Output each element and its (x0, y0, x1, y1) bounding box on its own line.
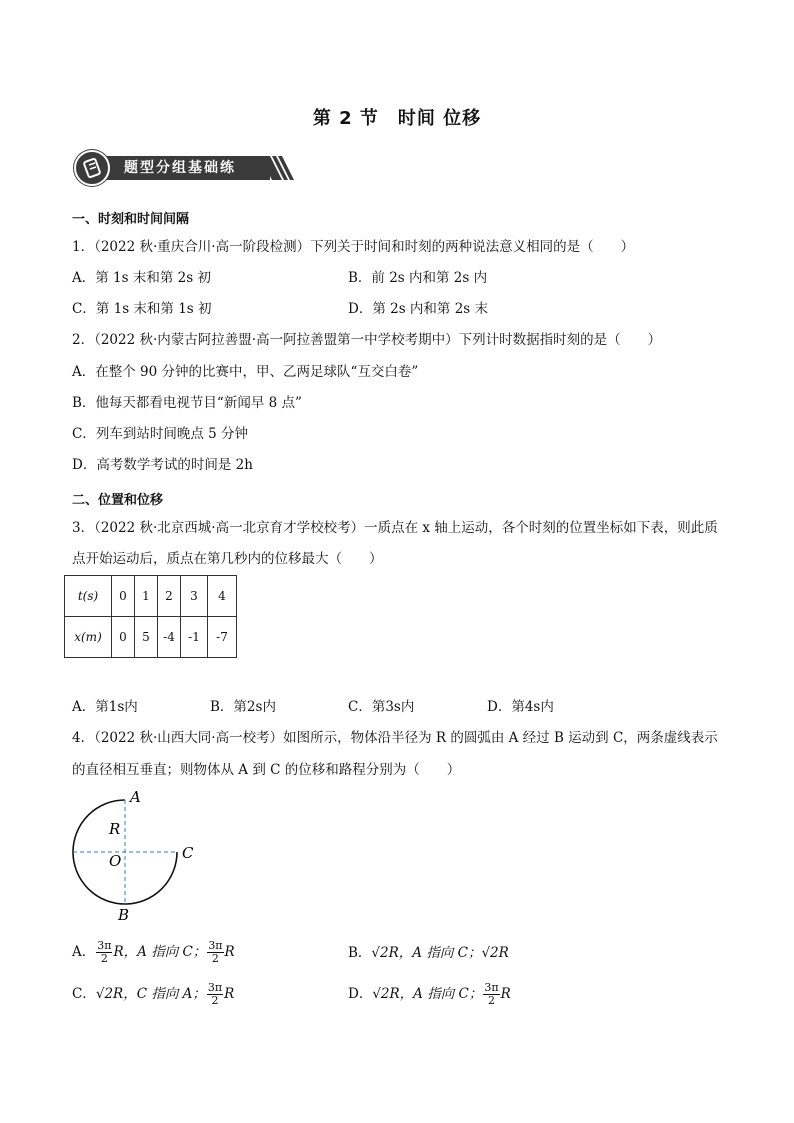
fraction: $\frac{3\pi}{2}$ (97, 939, 112, 965)
table-cell: 0 (112, 617, 135, 658)
label-b: B (118, 906, 130, 924)
section-banner (74, 150, 296, 186)
banner-text: 题型分组基础练 (124, 160, 236, 176)
question-1-option-a: A．第 1s 末和第 2s 初 (72, 270, 211, 286)
question-3-option-c: C．第3s内 (348, 699, 415, 715)
question-4-option-a: A． $\frac{3\pi}{2}$ R，A 指向 C； $\frac{3\pi}{2}$ R (72, 939, 235, 965)
question-2-option-d: D．高考数学考试的时间是 2h (72, 457, 253, 473)
label-c: C (182, 844, 194, 862)
question-3-option-a: A．第1s内 (72, 699, 138, 715)
table-cell: 4 (208, 576, 237, 617)
table-cell: -4 (158, 617, 181, 658)
question-2-stem: 2．（2022 秋·内蒙古阿拉善盟·高一阿拉善盟第一中学校考期中）下列计时数据指时刻的是（ ） (72, 332, 662, 348)
banner-logo-icon (74, 150, 110, 186)
table-row (65, 617, 237, 658)
question-2-option-c: C．列车到站时间晚点 5 分钟 (72, 426, 249, 442)
fraction: $\frac{3\pi}{2}$ (208, 939, 223, 965)
question-2-option-b: B．他每天都看电视节目“新闻早 8 点” (72, 395, 302, 411)
table-cell: -1 (181, 617, 208, 658)
label-r: R (109, 820, 121, 838)
page-title: 第 2 节 时间 位移 (312, 108, 482, 129)
question-3-option-b: B．第2s内 (210, 699, 276, 715)
section-heading-2: 二、位置和位移 (72, 493, 164, 508)
fraction: $\frac{3\pi}{2}$ (484, 981, 499, 1007)
fraction: $\frac{3\pi}{2}$ (207, 981, 223, 1007)
section-heading-1: 一、时刻和时间间隔 (72, 212, 190, 227)
label-o: O (109, 852, 122, 870)
table-cell: 1 (135, 576, 158, 617)
question-1-option-d: D．第 2s 内和第 2s 末 (348, 301, 489, 317)
question-3-stem-line-1: 3．（2022 秋·北京西城·高一北京育才学校校考）一质点在 x 轴上运动，各个时刻的位置坐标如下表，则此质 (72, 520, 718, 536)
position-table (64, 575, 237, 658)
question-3-option-d: D．第4s内 (487, 699, 554, 715)
question-4-option-c: C．√2R，C 指向 A； $\frac{3\pi}{2}$ R (72, 981, 235, 1007)
table-cell: 3 (181, 576, 208, 617)
banner-stripes-icon (260, 156, 296, 180)
question-1-option-c: C．第 1s 末和第 1s 初 (72, 301, 212, 317)
question-4-option-d: D．√2R，A 指向 C； $\frac{3\pi}{2}$ R (348, 981, 511, 1007)
question-2-option-a: A．在整个 90 分钟的比赛中，甲、乙两足球队“互交白卷” (72, 364, 419, 380)
question-4-option-b: B．√2R，A 指向 C；√2R (348, 945, 509, 961)
circle-arc-figure (64, 788, 214, 928)
question-4-stem-line-2: 的直径相互垂直；则物体从 A 到 C 的位移和路程分别为（ ） (72, 762, 461, 778)
question-3-stem-line-2: 点开始运动后，质点在第几秒内的位移最大（ ） (72, 551, 383, 567)
table-cell: 2 (158, 576, 181, 617)
table-header-cell: t(s) (65, 576, 112, 617)
label-a: A (130, 788, 141, 806)
table-header-cell: x(m) (65, 617, 112, 658)
table-row (65, 576, 237, 617)
table-cell: -7 (208, 617, 237, 658)
table-cell: 5 (135, 617, 158, 658)
question-1-stem: 1．（2022 秋·重庆合川·高一阶段检测）下列关于时间和时刻的两种说法意义相同的是（ ） (72, 239, 635, 255)
question-4-stem-line-1: 4．（2022 秋·山西大同·高一校考）如图所示，物体沿半径为 R 的圆弧由 A 经过 B 运动到 C，两条虚线表示 (72, 730, 718, 746)
question-1-option-b: B．前 2s 内和第 2s 内 (348, 270, 488, 286)
table-cell: 0 (112, 576, 135, 617)
